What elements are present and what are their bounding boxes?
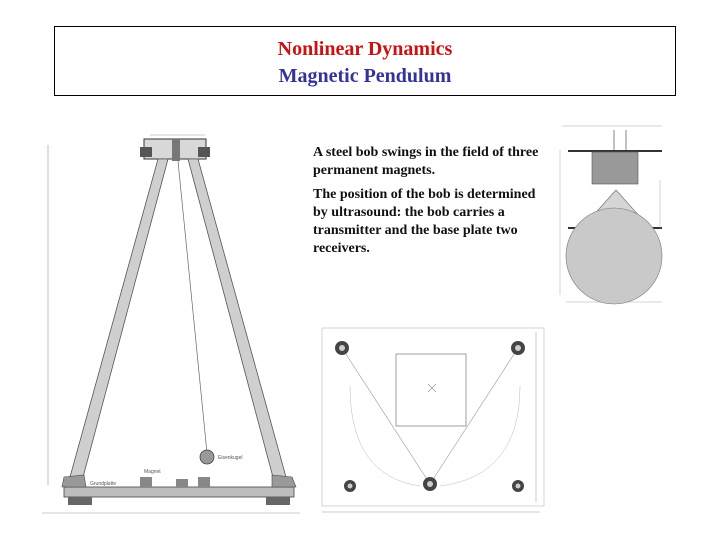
receiver-2 — [512, 480, 524, 492]
bob-sphere — [566, 208, 662, 304]
description-paragraph-2: The position of the bob is determined by ultrasound: the bob carries a transmitter and the base plate two receivers. — [313, 187, 536, 256]
receiver-1 — [344, 480, 356, 492]
magnet-position-3 — [423, 477, 437, 491]
left-leg — [70, 159, 168, 481]
base-plate-label: Grundplatte — [90, 481, 117, 487]
right-leg — [188, 159, 286, 481]
magnet-block-2 — [176, 479, 188, 487]
magnet-label: Magnet — [144, 469, 161, 475]
magnet-block-1 — [140, 477, 152, 487]
base-plate — [64, 487, 294, 497]
title-line-1: Nonlinear Dynamics — [277, 38, 453, 60]
title-box — [54, 26, 676, 96]
bob-label: Eisenkugel — [218, 455, 243, 461]
magnet-block-3 — [198, 477, 210, 487]
title-line-2: Magnetic Pendulum — [278, 65, 452, 87]
steel-bob — [200, 450, 214, 464]
magnet-position-1 — [335, 341, 349, 355]
bob-detail-drawing — [552, 120, 680, 308]
transmitter-housing — [592, 152, 638, 184]
description-paragraph-1: A steel bob swings in the field of three permanent magnets. — [313, 145, 539, 178]
pendulum-frame-drawing — [40, 125, 312, 517]
base-plate-top-view — [320, 326, 550, 516]
magnet-position-2 — [511, 341, 525, 355]
description-text — [313, 144, 549, 264]
